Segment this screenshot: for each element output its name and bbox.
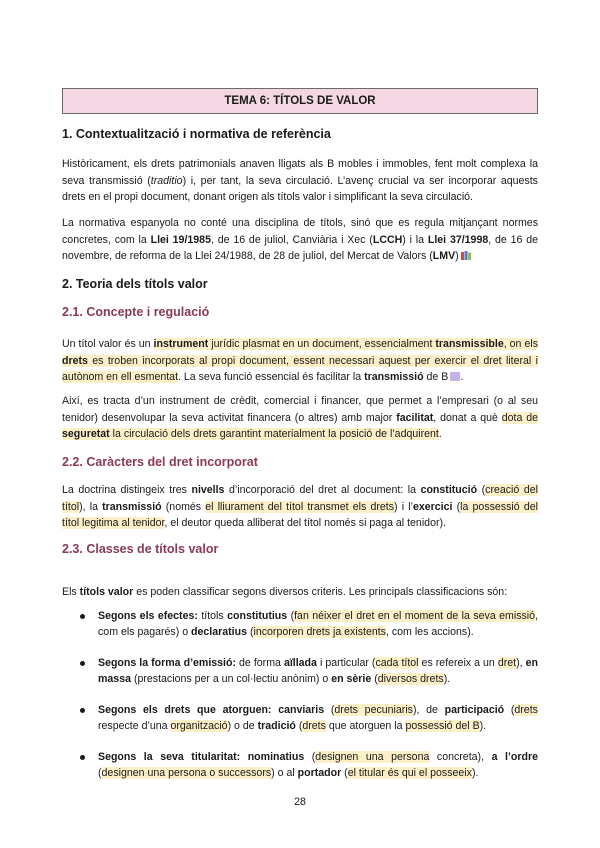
section-2-2-paragraph: La doctrina distingeix tres nivells d’incorporació del dret al document: la constitució (creació del títol), la transmissió (només el lliurament del títol transmet els drets) i l’exercici (la possessió del títol legitima al tenidor, el deutor queda alliberat del títol només si paga al tenidor). [62, 484, 538, 530]
classification-list [62, 608, 538, 796]
chapter-title: TEMA 6: TÍTOLS DE VALOR [224, 95, 376, 107]
section-2-1-paragraph-2: Així, es tracta d’un instrument de crèdit, comercial i financer, que permet a l’empresari (o al seu tenidor) desenvolupar la seva activitat financera (o altres) amb major facilitat, donat a què dota de seguretat la circulació dels drets garantint materialment la posició de l’adquirent. [62, 395, 538, 441]
bullet-icon [80, 614, 85, 619]
section-2-1-paragraph-1: Un títol valor és un instrument jurídic plasmat en un document, essencialment transmissible, on els drets es troben incorporats al propi document, essent necessari aquest per exercir el dret literal i autònom en ell esmentat. La seva funció essencial és facilitar la transmissió de B . [62, 338, 538, 384]
bullet-icon [80, 661, 85, 666]
section-2-3-heading: 2.3. Classes de títols valor [62, 542, 219, 556]
list-item: Segons la forma d’emissió: de forma aïllada i particular (cada títol es refereix a un dret), en massa (prestacions per a un col·lectiu anònim) o en sèrie (diversos drets). [62, 655, 538, 687]
bookmark-icon [450, 372, 460, 381]
section-2-heading: 2. Teoria dels títols valor [62, 277, 208, 291]
section-2-1-heading: 2.1. Concepte i regulació [62, 305, 210, 319]
page-number: 28 [294, 796, 306, 808]
section-1-paragraph-1: Històricament, els drets patrimonials anaven lligats als B mobles i immobles, fent molt complexa la seva transmissió (traditio) i, per tant, la seva circulació. L’avenç crucial va ser incorporar aquests drets en el propi document, donant origen als títols valor i simplificant la seva circulació. [62, 158, 538, 204]
section-1-heading: 1. Contextualització i normativa de referència [62, 127, 331, 141]
section-2-2-heading: 2.2. Caràcters del dret incorporat [62, 455, 258, 469]
section-2-3-intro: Els títols valor es poden classificar segons diversos criteris. Les principals classificacions són: [62, 586, 508, 598]
bullet-icon [80, 755, 85, 760]
chapter-title-box [62, 88, 538, 114]
list-item: Segons els efectes: títols constitutius (fan néixer el dret en el moment de la seva emissió, com els pagarés) o declaratius (incorporen drets ja existents, com les accions). [62, 608, 538, 640]
bullet-icon [80, 708, 85, 713]
list-item: Segons els drets que atorguen: canviaris (drets pecuniaris), de participació (drets respecte d’una organització) o de tradició (drets que atorguen la possessió del B). [62, 702, 538, 734]
books-icon [461, 251, 473, 260]
section-1-paragraph-2: La normativa espanyola no conté una disciplina de títols, sinó que es regula mitjançant normes concretes, com la Llei 19/1985, de 16 de juliol, Canviària i Xec (LCCH) i la Llei 37/1998, de 16 de novembre, de reforma de la Llei 24/1988, de 28 de juliol, del Mercat de Valors (LMV) [62, 217, 538, 263]
list-item: Segons la seva titularitat: nominatius (designen una persona concreta), a l’ordre (designen una persona o successors) o al portador (el titular és qui el posseeix). [62, 749, 538, 781]
